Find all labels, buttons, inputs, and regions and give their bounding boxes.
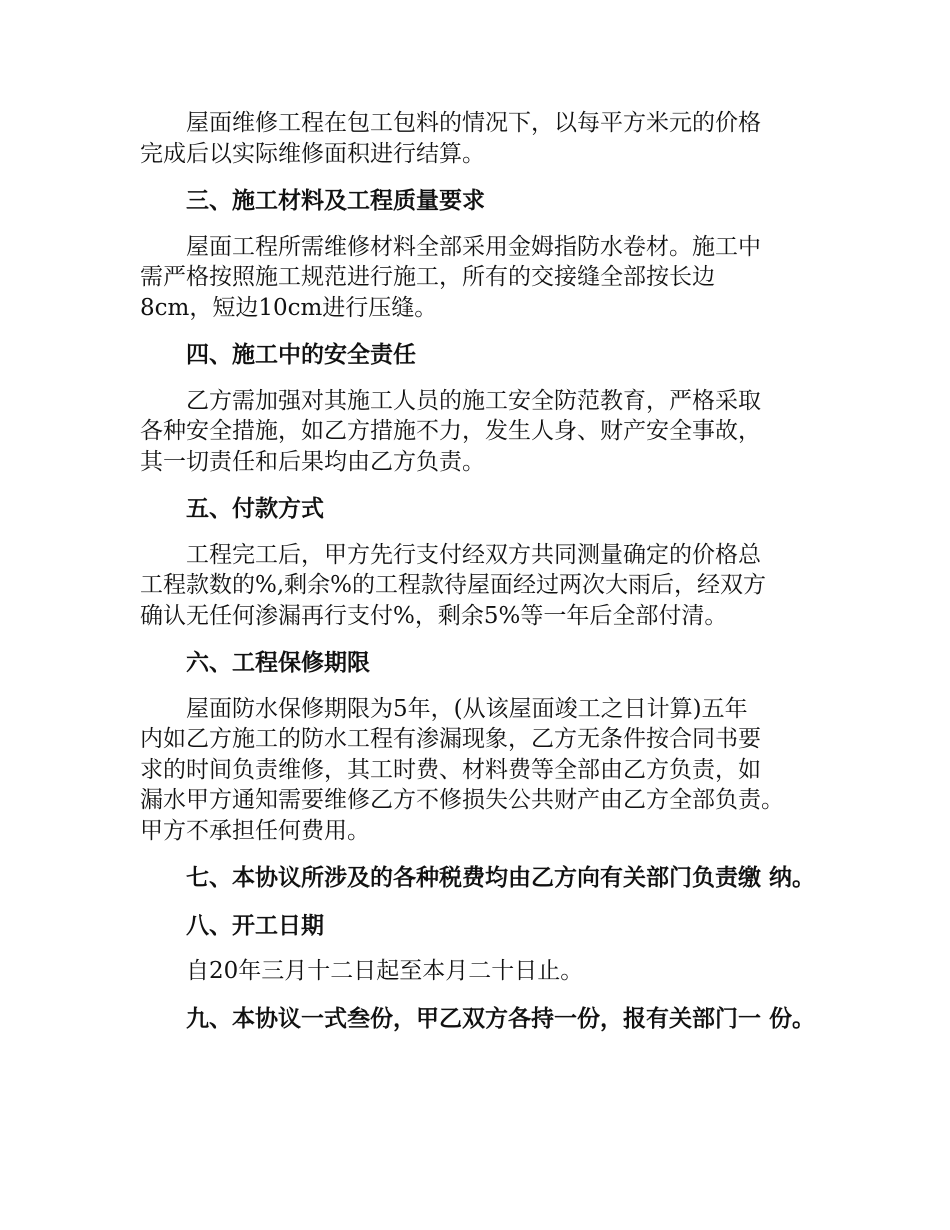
text-line: 工程款数的%,剩余%的工程款待屋面经过两次大雨后，经双方	[140, 572, 767, 598]
heading-text: 八、开工日期	[186, 911, 324, 939]
heading-text: 三、施工材料及工程质量要求	[186, 187, 485, 214]
paragraph-safety	[140, 386, 840, 478]
heading-text: 四、施工中的安全责任	[186, 341, 416, 368]
text-line: 屋面防水保修期限为5年，(从该屋面竣工之日计算)五年	[186, 695, 748, 722]
text-line: 需严格按照施工规范进行施工，所有的交接缝全部按长边	[140, 264, 715, 290]
text-line: 8cm，短边10cm进行压缝。	[140, 294, 438, 321]
paragraph-materials	[140, 232, 840, 324]
heading-text: 六、工程保修期限	[186, 649, 370, 676]
paragraph-start-date	[140, 956, 840, 987]
heading-text: 七、本协议所涉及的各种税费均由乙方向有关部门负责缴	[186, 864, 761, 891]
heading-materials-quality	[140, 186, 840, 217]
text-line: 其一切责任和后果均由乙方负责。	[140, 448, 485, 475]
text-line: 乙方需加强对其施工人员的施工安全防范教育，严格采取	[186, 387, 761, 414]
heading-start-date	[140, 911, 840, 942]
heading-taxes	[140, 863, 840, 894]
text-line: 自20年三月十二日起至本月二十日止。	[186, 958, 584, 984]
heading-copies	[140, 1004, 840, 1035]
document-page	[140, 108, 840, 1034]
text-line: 完成后以实际维修面积进行结算。	[140, 140, 485, 167]
text-line: 漏水甲方通知需要维修乙方不修损失公共财产由乙方全部负责。	[140, 787, 784, 813]
heading-text: 份。	[769, 1004, 816, 1032]
paragraph-payment	[140, 540, 840, 632]
heading-text: 纳。	[769, 864, 816, 891]
paragraph-warranty	[140, 694, 840, 847]
text-line: 确认无任何渗漏再行支付%，剩余5%等一年后全部付清。	[140, 602, 728, 629]
text-line: 内如乙方施工的防水工程有渗漏现象，乙方无条件按合同书要	[140, 726, 761, 752]
paragraph-pricing	[140, 108, 840, 169]
text-line: 屋面维修工程在包工包料的情况下，以每平方米元的价格	[186, 110, 761, 136]
heading-safety	[140, 340, 840, 371]
text-line: 求的时间负责维修，其工时费、材料费等全部由乙方负责，如	[140, 756, 761, 783]
heading-payment	[140, 494, 840, 525]
text-line: 各种安全措施，如乙方措施不力，发生人身、财产安全事故，	[140, 418, 761, 444]
text-line: 屋面工程所需维修材料全部采用金姆指防水卷材。施工中	[186, 233, 761, 260]
text-line: 工程完工后，甲方先行支付经双方共同测量确定的价格总	[186, 541, 761, 568]
heading-text: 九、本协议一式叁份，甲乙双方各持一份，报有关部门一	[186, 1004, 761, 1032]
heading-text: 五、付款方式	[186, 495, 324, 522]
text-line: 甲方不承担任何费用。	[140, 817, 370, 844]
heading-warranty	[140, 648, 840, 679]
